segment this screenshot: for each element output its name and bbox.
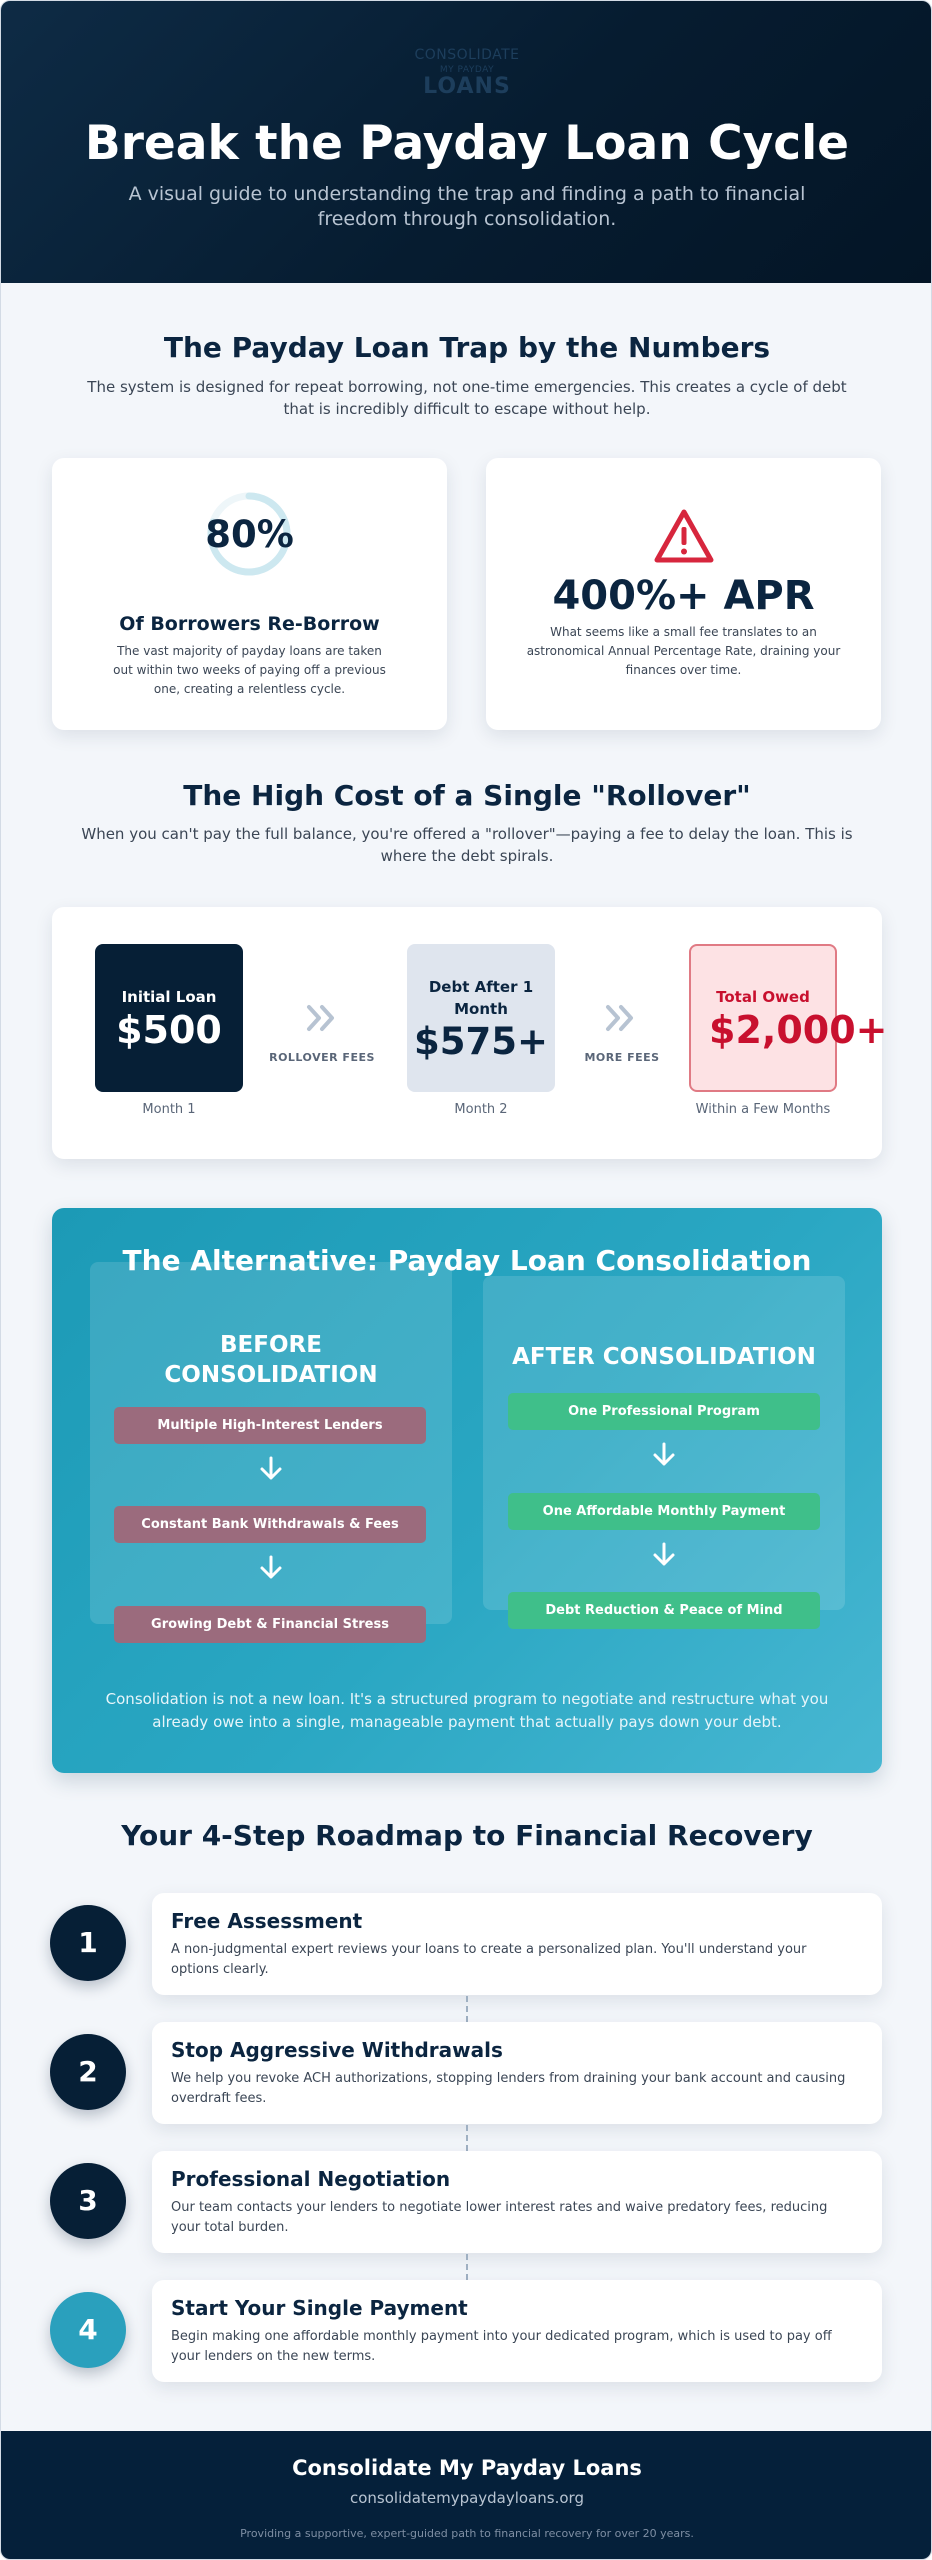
step-title-3: Professional Negotiation (171, 2167, 451, 2191)
step-number-3: 3 (50, 2163, 126, 2239)
step-number-4: 4 (50, 2292, 126, 2368)
after-panel-title: AFTER CONSOLIDATION (512, 1344, 816, 1370)
roadmap-step-3 (152, 2151, 882, 2253)
roadmap-step-2 (152, 2022, 882, 2124)
logo-line-1: CONSOLIDATE (414, 47, 520, 63)
initial-loan-label: Initial Loan (121, 988, 217, 1006)
page-subtitle: A visual guide to understanding the trap and finding a path to financial freedom through consolidation. (128, 183, 806, 230)
step-title-2: Stop Aggressive Withdrawals (171, 2038, 503, 2062)
step-description-2: We help you revoke ACH authorizations, stopping lenders from draining your bank account and causing overdraft fees. (171, 2071, 846, 2106)
before-item-2: Constant Bank Withdrawals & Fees (114, 1506, 426, 1543)
logo-line-2: MY PAYDAY (439, 65, 495, 75)
brand-logo (1, 47, 932, 99)
consolidation-alternative-panel (52, 1208, 882, 1773)
debt-after-month-amount: $575+ (414, 1020, 548, 1063)
consolidation-note: Consolidation is not a new loan. It's a structured program to negotiate and restructure what you already owe into a single, manageable payment that actually pays down your debt. (105, 1690, 829, 1731)
rollover-section-title: The High Cost of a Single "Rollover" (183, 779, 751, 812)
after-item-3: Debt Reduction & Peace of Mind (508, 1592, 820, 1629)
step-description-4: Begin making one affordable monthly payment into your dedicated program, which is used to pay off your lenders on the new terms. (171, 2329, 832, 2364)
stat-description-apr: What seems like a small fee translates to an astronomical Annual Percentage Rate, draining your finances over time. (526, 625, 841, 677)
stat-label-reborrow: Of Borrowers Re-Borrow (119, 613, 380, 635)
arrow-down-icon (652, 1442, 676, 1468)
stat-card-reborrow (52, 458, 447, 730)
roadmap-section-title: Your 4-Step Roadmap to Financial Recovery (121, 1819, 813, 1852)
step-title-4: Start Your Single Payment (171, 2296, 468, 2320)
rollover-fees-label: ROLLOVER FEES (269, 1051, 375, 1064)
after-consolidation-panel (483, 1276, 845, 1618)
stat-card-apr (486, 458, 881, 730)
step-connector (466, 1996, 468, 2022)
arrow-down-icon (259, 1555, 283, 1581)
initial-loan-caption: Month 1 (142, 1102, 196, 1117)
arrow-down-icon (652, 1542, 676, 1568)
initial-loan-box (95, 944, 243, 1092)
double-chevron-right-icon (304, 1003, 340, 1033)
step-number-1: 1 (50, 1905, 126, 1981)
rollover-section-subtitle: When you can't pay the full balance, you're offered a "rollover"—paying a fee to delay the loan. This is where the debt spirals. (81, 825, 853, 865)
page-title: Break the Payday Loan Cycle (84, 116, 850, 171)
trap-section-subtitle: The system is designed for repeat borrowing, not one-time emergencies. This creates a cycle of debt that is incredibly difficult to escape without help. (87, 378, 847, 418)
warning-icon (653, 508, 715, 564)
stat-value-apr: 400%+ APR (552, 573, 815, 619)
step-connector (466, 2125, 468, 2151)
total-owed-label: Total Owed (716, 988, 810, 1006)
logo-line-3: LOANS (423, 74, 511, 99)
step-description-1: A non-judgmental expert reviews your loans to create a personalized plan. You'll understand your options clearly. (171, 1942, 807, 1977)
before-consolidation-panel (90, 1262, 452, 1632)
roadmap-step-1 (152, 1893, 882, 1995)
step-connector (466, 2254, 468, 2280)
total-owed-caption: Within a Few Months (695, 1102, 831, 1117)
total-owed-amount: $2,000+ (709, 1008, 888, 1052)
more-fees-label: MORE FEES (584, 1051, 660, 1064)
after-item-2: One Affordable Monthly Payment (508, 1493, 820, 1530)
before-item-1: Multiple High-Interest Lenders (114, 1407, 426, 1444)
roadmap-step-4 (152, 2280, 882, 2382)
footer-tagline: Providing a supportive, expert-guided path to financial recovery for over 20 years. (240, 2527, 694, 2540)
double-chevron-right-icon (603, 1003, 639, 1033)
initial-loan-amount: $500 (116, 1008, 222, 1052)
stat-description-reborrow: The vast majority of payday loans are taken out within two weeks of paying off a previous one, creating a relentless cycle. (113, 644, 386, 696)
footer-website-link[interactable]: consolidatemypaydayloans.org (350, 2489, 584, 2507)
after-item-1: One Professional Program (508, 1393, 820, 1430)
page-footer (1, 2431, 932, 2560)
trap-section-title: The Payday Loan Trap by the Numbers (163, 331, 771, 364)
step-description-3: Our team contacts your lenders to negotiate lower interest rates and waive predatory fees, reducing your total burden. (171, 2200, 828, 2235)
debt-after-month-box (407, 944, 555, 1092)
before-item-3: Growing Debt & Financial Stress (114, 1606, 426, 1643)
step-number-2: 2 (50, 2034, 126, 2110)
arrow-down-icon (259, 1456, 283, 1482)
stat-value-reborrow: 80% (205, 513, 294, 556)
debt-after-month-caption: Month 2 (454, 1102, 508, 1117)
hero-header (1, 1, 932, 283)
step-title-1: Free Assessment (171, 1909, 363, 1933)
alternative-title: The Alternative: Payday Loan Consolidation (122, 1244, 812, 1277)
footer-brand-name: Consolidate My Payday Loans (292, 2456, 642, 2480)
rollover-card (52, 907, 888, 1159)
before-panel-title: BEFORE CONSOLIDATION (164, 1332, 378, 1388)
total-owed-box (689, 944, 888, 1092)
debt-after-month-label: Debt After 1 Month (428, 978, 534, 1018)
